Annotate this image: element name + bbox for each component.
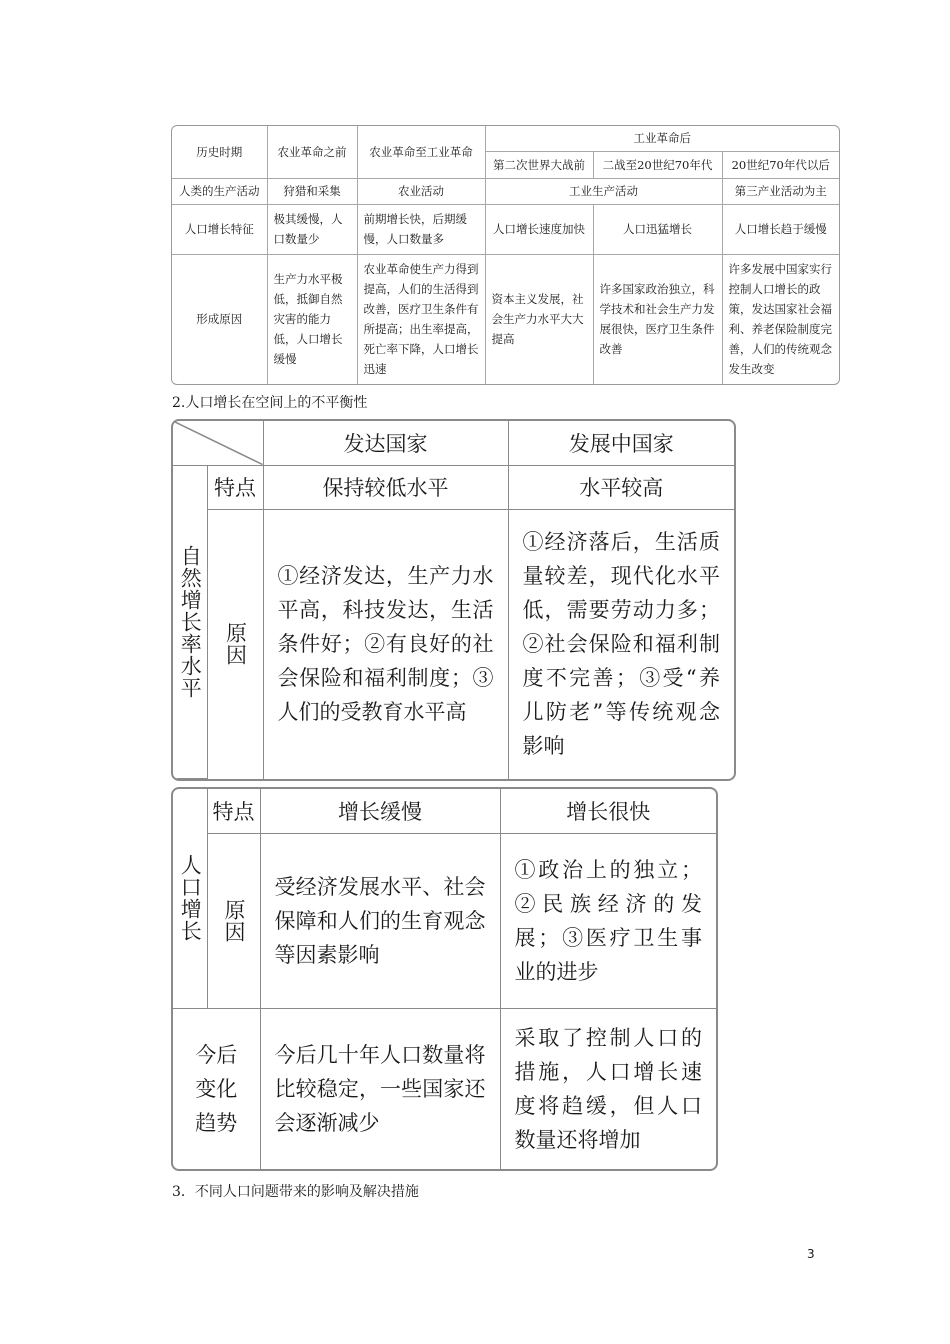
section-caption-3: 3．不同人口问题带来的影响及解决措施 [172, 1184, 419, 1200]
population-history-table [171, 125, 840, 385]
feature-label: 特点 [207, 789, 260, 833]
feature-developed: 保持较低水平 [263, 465, 508, 509]
cause-label-cell [207, 509, 263, 779]
feature-label: 人口增长特征 [172, 204, 267, 254]
cause-label: 形成原因 [172, 254, 267, 384]
header-agri-to-ind: 农业革命至工业革命 [357, 126, 485, 178]
cause-agri: 农业革命使生产力得到提高，人们的生活得到改善，医疗卫生条件有所提高；出生率提高，死亡率下降，人口增长迅速 [357, 254, 485, 384]
population-growth-group-text: 人口增长 [178, 854, 203, 943]
feature-pre-agri: 极其缓慢，人口数量少 [267, 204, 357, 254]
feature-after-70s: 人口增长趋于缓慢 [722, 204, 839, 254]
col-developed: 发达国家 [263, 421, 508, 465]
production-pre-agri: 狩猎和采集 [267, 178, 357, 204]
cause-developing: ①政治上的独立；②民族经济的发展；③医疗卫生事业的进步 [500, 833, 716, 1008]
header-pre-agri: 农业革命之前 [267, 126, 357, 178]
natural-growth-table [171, 419, 736, 781]
production-agri: 农业活动 [357, 178, 485, 204]
production-industrial: 工业生产活动 [485, 178, 722, 204]
cause-label: 原因 [223, 622, 248, 666]
cause-label: 原因 [222, 898, 247, 943]
population-growth-group-label [173, 789, 207, 1008]
population-growth-grid [173, 789, 716, 1169]
natural-growth-group-label [173, 465, 207, 779]
production-label: 人类的生产活动 [172, 178, 267, 204]
header-period: 历史时期 [172, 126, 267, 178]
feature-developing: 增长很快 [500, 789, 716, 833]
section-caption-2: 2.人口增长在空间上的不平衡性 [172, 395, 368, 411]
feature-agri: 前期增长快，后期缓慢，人口数量多 [357, 204, 485, 254]
trend-label: 今后变化趋势 [173, 1008, 260, 1169]
cause-developed: ①经济发达，生产力水平高，科技发达，生活条件好；②有良好的社会保险和福利制度；③人们的受教育水平高 [263, 509, 508, 779]
natural-growth-grid [173, 421, 734, 779]
diagonal-line [173, 421, 263, 465]
header-after-ind: 工业革命后 [485, 126, 839, 151]
col-developing: 发展中国家 [508, 421, 734, 465]
header-ww2-to-70s: 二战至20世纪70年代 [593, 151, 722, 178]
cause-label-cell [207, 833, 260, 1008]
feature-developed: 增长缓慢 [260, 789, 500, 833]
feature-developing: 水平较高 [508, 465, 734, 509]
header-before-ww2: 第二次世界大战前 [485, 151, 593, 178]
cause-before-ww2: 资本主义发展，社会生产力水平大大提高 [485, 254, 593, 384]
cause-developing: ①经济落后，生活质量较差，现代化水平低，需要劳动力多；②社会保险和福利制度不完善；③受“养儿防老”等传统观念影响 [508, 509, 734, 779]
production-tertiary: 第三产业活动为主 [722, 178, 839, 204]
population-history-grid [172, 126, 839, 384]
trend-developing: 采取了控制人口的措施，人口增长速度将趋缓，但人口数量还将增加 [500, 1008, 716, 1169]
header-after-70s: 20世纪70年代以后 [722, 151, 839, 178]
cause-after-70s: 许多发展中国家实行控制人口增长的政策，发达国家社会福利、养老保险制度完善，人们的传统观念发生改变 [722, 254, 839, 384]
natural-growth-group-text: 自然增长率水平 [178, 544, 203, 699]
cause-ww2-to-70s: 许多国家政治独立，科学技术和社会生产力发展很快，医疗卫生条件改善 [593, 254, 722, 384]
feature-before-ww2: 人口增长速度加快 [485, 204, 593, 254]
feature-ww2-to-70s: 人口迅猛增长 [593, 204, 722, 254]
page-number: 3 [807, 1247, 815, 1261]
feature-label: 特点 [207, 465, 263, 509]
population-growth-table [171, 787, 718, 1171]
cause-pre-agri: 生产力水平极低，抵御自然灾害的能力低，人口增长缓慢 [267, 254, 357, 384]
cause-developed: 受经济发展水平、社会保障和人们的生育观念等因素影响 [260, 833, 500, 1008]
trend-developed: 今后几十年人口数量将比较稳定，一些国家还会逐渐减少 [260, 1008, 500, 1169]
diagonal-corner-cell [173, 421, 263, 465]
